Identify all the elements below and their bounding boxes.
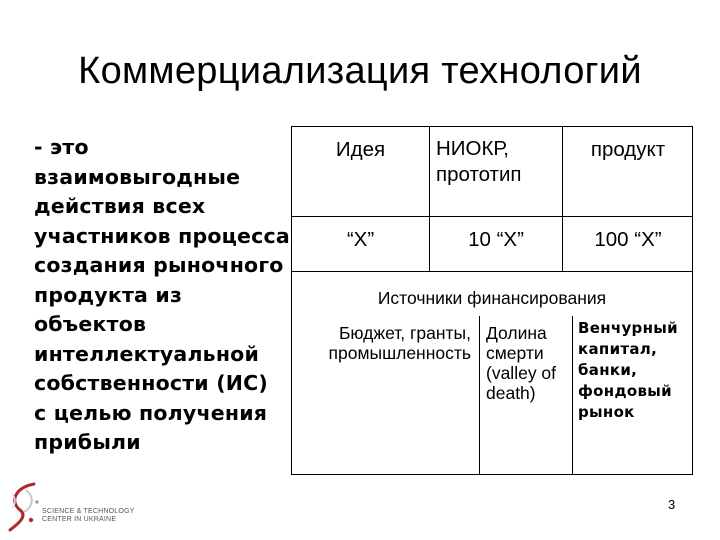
definition-line: участников процесса bbox=[34, 223, 290, 248]
page-number: 3 bbox=[668, 497, 676, 512]
funding-valley-of-death bbox=[486, 323, 572, 403]
multiplier-niokr: 10 “X” bbox=[468, 228, 524, 251]
funding-title: Источники финансирования bbox=[377, 288, 607, 308]
definition-line: собственности (ИС) bbox=[34, 371, 268, 395]
multiplier-product: 100 “X” bbox=[594, 228, 662, 251]
definition-line: прибыли bbox=[34, 430, 141, 454]
funding-valley-line: смерти bbox=[486, 343, 544, 363]
table-divider bbox=[291, 271, 693, 272]
header-niokr bbox=[436, 136, 561, 188]
definition-line: создания рыночного bbox=[34, 253, 284, 277]
logo-line: SCIENCE & TECHNOLOGY bbox=[42, 508, 135, 515]
definition-line: объектов bbox=[34, 312, 147, 336]
definition-line: действия всех bbox=[34, 194, 206, 218]
funding-venture-line: рынок bbox=[578, 403, 635, 421]
funding-venture bbox=[578, 318, 690, 423]
funding-venture-line: капитал, bbox=[578, 340, 658, 358]
header-product: продукт bbox=[590, 138, 666, 161]
funding-budget-line: промышленность bbox=[328, 343, 471, 363]
header-idea: Идея bbox=[335, 138, 386, 161]
funding-budget-line: Бюджет, гранты, bbox=[338, 323, 471, 343]
funding-valley-line: (valley of bbox=[486, 363, 557, 383]
funding-venture-line: Венчурный bbox=[578, 319, 678, 337]
definition-line: интеллектуальной bbox=[34, 341, 260, 366]
header-niokr-line: НИОКР, bbox=[436, 137, 509, 160]
definition-text bbox=[34, 133, 294, 458]
logo-line: CENTER IN UKRAINE bbox=[42, 516, 117, 523]
funding-budget bbox=[293, 323, 479, 363]
funding-valley-line: death) bbox=[486, 383, 536, 403]
table-divider bbox=[479, 316, 480, 475]
multiplier-idea: “X” bbox=[346, 228, 375, 251]
logo-text bbox=[42, 508, 135, 524]
definition-line: взаимовыгодные bbox=[34, 164, 241, 189]
funding-venture-line: фондовый bbox=[578, 382, 672, 400]
header-niokr-line: прототип bbox=[436, 163, 522, 186]
funding-valley-line: Долина bbox=[486, 323, 547, 343]
table-divider bbox=[572, 316, 573, 475]
funding-venture-line: банки, bbox=[578, 361, 638, 379]
table-divider bbox=[291, 216, 693, 217]
definition-line: продукта из bbox=[34, 282, 183, 307]
definition-line: с целью получения bbox=[34, 400, 268, 425]
definition-line: - это bbox=[34, 135, 89, 159]
slide-title: Коммерциализация технологий bbox=[78, 50, 642, 92]
